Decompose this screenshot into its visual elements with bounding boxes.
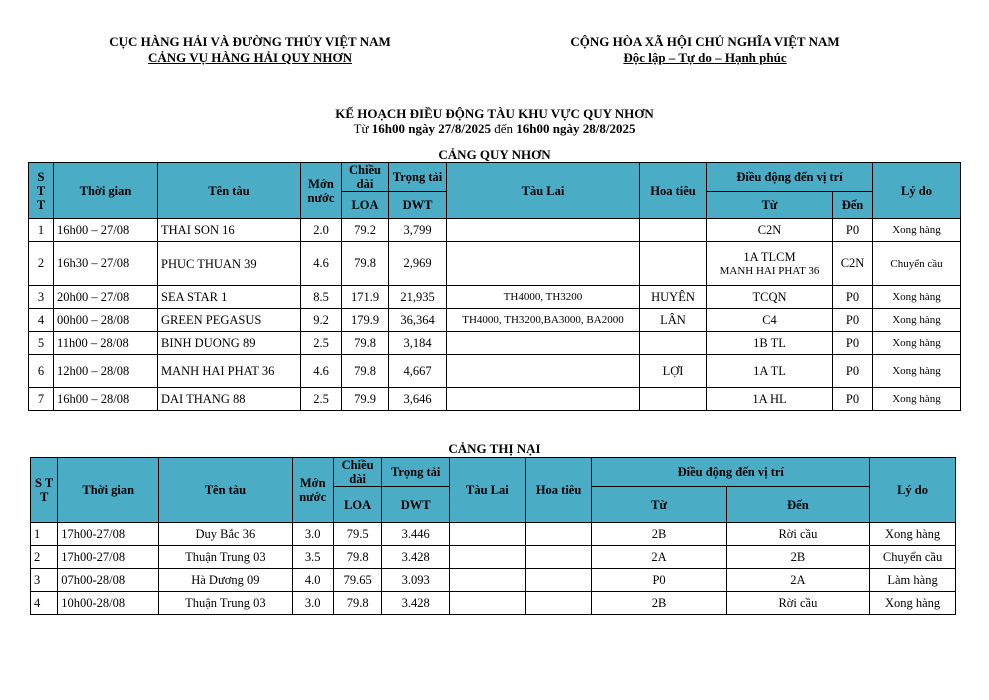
row-time: 00h00 – 28/08 <box>54 309 158 332</box>
row-reason: Xong hàng <box>873 355 961 388</box>
row-draft: 9.2 <box>301 309 342 332</box>
row-loa: 79.9 <box>342 388 389 411</box>
col-to: Đến <box>726 487 869 523</box>
row-from: 1B TL <box>707 332 833 355</box>
row-ship: PHUC THUAN 39 <box>158 242 301 286</box>
table-row <box>29 332 961 355</box>
row-from: 2B <box>592 523 726 546</box>
row-ship: Duy Bắc 36 <box>159 523 292 546</box>
row-reason: Làm hàng <box>870 569 956 592</box>
table-row <box>31 523 956 546</box>
col-dwt: DWT <box>389 192 447 219</box>
row-tug <box>447 388 640 411</box>
row-draft: 3.5 <box>292 546 333 569</box>
row-ship: MANH HAI PHAT 36 <box>158 355 301 388</box>
row-draft: 2.5 <box>301 388 342 411</box>
row-stt: 5 <box>29 332 54 355</box>
row-from: C4 <box>707 309 833 332</box>
row-reason: Chuyển cầu <box>873 242 961 286</box>
row-ship: BINH DUONG 89 <box>158 332 301 355</box>
row-ship: Thuận Trung 03 <box>159 592 292 615</box>
row-tug <box>447 355 640 388</box>
col-pilot: Hoa tiêu <box>525 458 592 523</box>
row-stt: 1 <box>29 219 54 242</box>
col-move: Điều động đến vị trí <box>592 458 870 487</box>
row-stt: 2 <box>29 242 54 286</box>
col-loa: LOA <box>333 487 381 523</box>
table-row <box>29 309 961 332</box>
row-from: P0 <box>592 569 726 592</box>
row-dwt: 3,184 <box>389 332 447 355</box>
row-stt: 4 <box>29 309 54 332</box>
port2-schedule-table <box>30 457 956 615</box>
national-header <box>510 34 900 66</box>
row-draft: 3.0 <box>292 523 333 546</box>
row-dwt: 3.093 <box>382 569 450 592</box>
row-dwt: 3,646 <box>389 388 447 411</box>
row-dwt: 3,799 <box>389 219 447 242</box>
col-stt: S T T <box>29 163 54 219</box>
row-to: 2A <box>726 569 869 592</box>
col-time: Thời gian <box>58 458 159 523</box>
row-tug <box>447 332 640 355</box>
row-to: P0 <box>833 286 873 309</box>
port-authority-name: CẢNG VỤ HÀNG HẢI QUY NHƠN <box>147 50 353 65</box>
col-length: Chiều dài <box>342 163 389 192</box>
row-tug: TH4000, TH3200,BA3000, BA2000 <box>447 309 640 332</box>
national-motto: Độc lập – Tự do – Hạnh phúc <box>623 50 787 65</box>
col-tug: Tàu Lai <box>450 458 526 523</box>
row-reason: Xong hàng <box>873 332 961 355</box>
row-from: 2A <box>592 546 726 569</box>
row-from <box>707 242 833 286</box>
col-dwt: DWT <box>382 487 450 523</box>
port1-title: CẢNG QUY NHƠN <box>438 147 551 162</box>
table-row <box>29 286 961 309</box>
row-pilot <box>525 523 592 546</box>
row-stt: 6 <box>29 355 54 388</box>
row-to: Rời cầu <box>726 592 869 615</box>
row-dwt: 2,969 <box>389 242 447 286</box>
row-from-primary: 1A TLCM <box>743 250 796 264</box>
col-move: Điều động đến vị trí <box>707 163 873 192</box>
row-pilot <box>640 332 707 355</box>
row-pilot: HUYÊN <box>640 286 707 309</box>
row-draft: 3.0 <box>292 592 333 615</box>
col-from: Từ <box>592 487 726 523</box>
row-ship: GREEN PEGASUS <box>158 309 301 332</box>
row-time: 10h00-28/08 <box>58 592 159 615</box>
row-stt: 7 <box>29 388 54 411</box>
row-dwt: 3.428 <box>382 592 450 615</box>
row-tug <box>450 569 526 592</box>
row-from-secondary: MANH HAI PHAT 36 <box>719 265 820 277</box>
row-tug <box>450 592 526 615</box>
row-ship: Thuận Trung 03 <box>159 546 292 569</box>
row-time: 11h00 – 28/08 <box>54 332 158 355</box>
row-ship: SEA STAR 1 <box>158 286 301 309</box>
row-stt: 2 <box>31 546 58 569</box>
table-row <box>31 546 956 569</box>
col-length: Chiều dài <box>333 458 381 487</box>
row-from: 1A TL <box>707 355 833 388</box>
row-time: 17h00-27/08 <box>58 546 159 569</box>
row-time: 16h00 – 27/08 <box>54 219 158 242</box>
row-ship: THAI SON 16 <box>158 219 301 242</box>
row-dwt: 21,935 <box>389 286 447 309</box>
row-pilot <box>640 219 707 242</box>
agency-name: CỤC HÀNG HẢI VÀ ĐƯỜNG THỦY VIỆT NAM <box>109 34 391 49</box>
period-from: 16h00 ngày 27/8/2025 <box>371 121 491 136</box>
row-ship: DAI THANG 88 <box>158 388 301 411</box>
row-tug <box>447 219 640 242</box>
row-pilot <box>525 569 592 592</box>
table-row <box>29 242 961 286</box>
row-dwt: 3.428 <box>382 546 450 569</box>
row-time: 12h00 – 28/08 <box>54 355 158 388</box>
col-tonnage: Trọng tải <box>389 163 447 192</box>
row-dwt: 3.446 <box>382 523 450 546</box>
port1-schedule-table <box>28 162 961 411</box>
col-draft: Mớn nước <box>292 458 333 523</box>
row-loa: 79.8 <box>342 355 389 388</box>
period-to: 16h00 ngày 28/8/2025 <box>516 121 636 136</box>
row-pilot <box>640 388 707 411</box>
row-to: P0 <box>833 332 873 355</box>
col-tug: Tàu Lai <box>447 163 640 219</box>
row-tug <box>450 523 526 546</box>
col-stt: S T T <box>31 458 58 523</box>
row-reason: Chuyển cầu <box>870 546 956 569</box>
col-ship: Tên tàu <box>158 163 301 219</box>
table-row <box>31 569 956 592</box>
row-reason: Xong hàng <box>873 219 961 242</box>
col-reason: Lý do <box>873 163 961 219</box>
col-tonnage: Trọng tải <box>382 458 450 487</box>
col-from: Từ <box>707 192 833 219</box>
row-loa: 171.9 <box>342 286 389 309</box>
row-reason: Xong hàng <box>870 592 956 615</box>
col-draft: Mớn nước <box>301 163 342 219</box>
row-from: 2B <box>592 592 726 615</box>
row-draft: 2.0 <box>301 219 342 242</box>
row-dwt: 4,667 <box>389 355 447 388</box>
row-loa: 79.8 <box>342 242 389 286</box>
row-pilot <box>525 546 592 569</box>
agency-header <box>55 34 445 66</box>
row-tug <box>450 546 526 569</box>
row-time: 20h00 – 27/08 <box>54 286 158 309</box>
row-draft: 2.5 <box>301 332 342 355</box>
row-pilot <box>640 242 707 286</box>
row-loa: 79.8 <box>342 332 389 355</box>
document-title: KẾ HOẠCH ĐIỀU ĐỘNG TÀU KHU VỰC QUY NHƠN <box>335 106 654 121</box>
document-title-block <box>0 106 989 136</box>
row-ship: Hà Dương 09 <box>159 569 292 592</box>
row-draft: 4.6 <box>301 242 342 286</box>
row-reason: Xong hàng <box>873 309 961 332</box>
row-draft: 8.5 <box>301 286 342 309</box>
row-reason: Xong hàng <box>873 286 961 309</box>
row-loa: 79.5 <box>333 523 381 546</box>
col-time: Thời gian <box>54 163 158 219</box>
row-stt: 4 <box>31 592 58 615</box>
col-pilot: Hoa tiêu <box>640 163 707 219</box>
row-time: 07h00-28/08 <box>58 569 159 592</box>
row-loa: 79.2 <box>342 219 389 242</box>
port2-title: CẢNG THỊ NẠI <box>448 441 541 456</box>
col-to: Đến <box>833 192 873 219</box>
row-tug <box>447 242 640 286</box>
period-mid: đến <box>494 121 514 136</box>
row-reason: Xong hàng <box>870 523 956 546</box>
table-row <box>29 219 961 242</box>
period-prefix: Từ <box>353 121 369 136</box>
table-row <box>29 355 961 388</box>
row-draft: 4.0 <box>292 569 333 592</box>
row-stt: 1 <box>31 523 58 546</box>
row-loa: 79.8 <box>333 592 381 615</box>
document-period <box>0 121 989 136</box>
row-time: 16h00 – 28/08 <box>54 388 158 411</box>
row-to: P0 <box>833 219 873 242</box>
row-from: TCQN <box>707 286 833 309</box>
row-to: C2N <box>833 242 873 286</box>
row-time: 16h30 – 27/08 <box>54 242 158 286</box>
row-to: P0 <box>833 355 873 388</box>
table-row <box>31 592 956 615</box>
row-to: P0 <box>833 309 873 332</box>
row-pilot: LỢI <box>640 355 707 388</box>
row-time: 17h00-27/08 <box>58 523 159 546</box>
row-to: 2B <box>726 546 869 569</box>
row-pilot <box>525 592 592 615</box>
country-name: CỘNG HÒA XÃ HỘI CHỦ NGHĨA VIỆT NAM <box>570 34 840 49</box>
row-to: P0 <box>833 388 873 411</box>
row-loa: 179.9 <box>342 309 389 332</box>
row-reason: Xong hàng <box>873 388 961 411</box>
row-stt: 3 <box>31 569 58 592</box>
row-pilot: LÂN <box>640 309 707 332</box>
row-dwt: 36,364 <box>389 309 447 332</box>
table-row <box>29 388 961 411</box>
row-stt: 3 <box>29 286 54 309</box>
row-draft: 4.6 <box>301 355 342 388</box>
row-from: C2N <box>707 219 833 242</box>
row-to: Rời cầu <box>726 523 869 546</box>
row-loa: 79.65 <box>333 569 381 592</box>
row-from: 1A HL <box>707 388 833 411</box>
row-loa: 79.8 <box>333 546 381 569</box>
col-reason: Lý do <box>870 458 956 523</box>
row-tug: TH4000, TH3200 <box>447 286 640 309</box>
col-ship: Tên tàu <box>159 458 292 523</box>
col-loa: LOA <box>342 192 389 219</box>
